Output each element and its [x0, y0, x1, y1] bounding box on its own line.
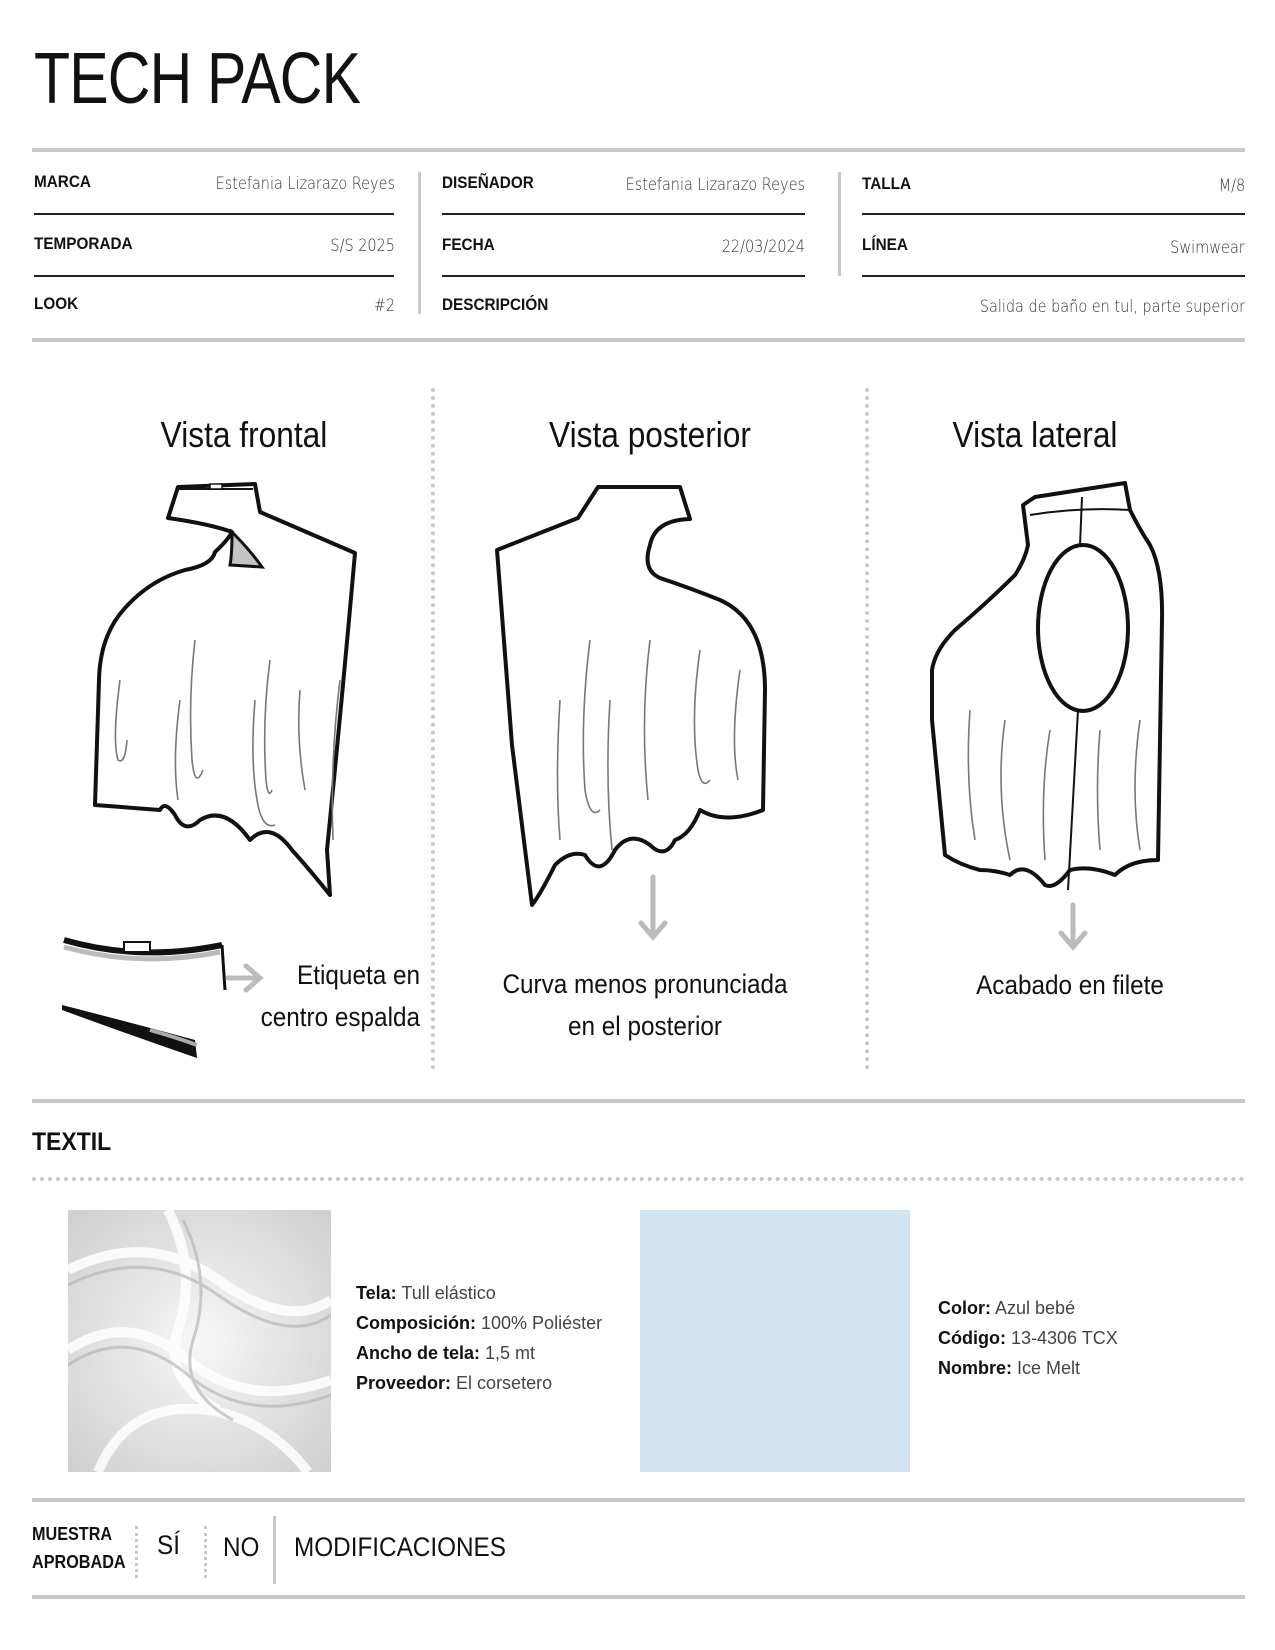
modificaciones-label: MODIFICACIONES: [294, 1532, 506, 1562]
fabric-composicion: Composición: 100% Poliéster: [356, 1313, 603, 1333]
color-specs: [938, 1293, 1118, 1383]
footer-bottom-rule: [32, 1595, 1245, 1599]
marca-value: Estefania Lizarazo Reyes: [215, 174, 395, 194]
temporada-label: TEMPORADA: [34, 234, 133, 253]
front-note-line2: centro espalda: [260, 1001, 420, 1032]
si-option[interactable]: SÍ: [157, 1530, 180, 1560]
divider: [135, 1526, 138, 1578]
back-view-title: Vista posterior: [549, 414, 751, 455]
disenador-value: Estefania Lizarazo Reyes: [625, 175, 805, 195]
talla-label: TALLA: [862, 174, 912, 193]
look-label: LOOK: [34, 294, 79, 313]
fabric-specs: [356, 1278, 602, 1398]
fabric-ancho: Ancho de tela: 1,5 mt: [356, 1343, 536, 1363]
page-title: TECH PACK: [34, 39, 361, 119]
front-view-title: Vista frontal: [160, 414, 328, 455]
marca-label: MARCA: [34, 172, 91, 191]
textil-top-rule: [32, 1099, 1245, 1103]
look-value: #2: [373, 296, 395, 316]
temporada-value: S/S 2025: [330, 236, 395, 256]
textil-title: TEXTIL: [32, 1128, 112, 1156]
fecha-label: FECHA: [442, 235, 495, 254]
no-option[interactable]: NO: [223, 1532, 260, 1562]
fabric-image: [68, 1210, 331, 1472]
back-note-line2: en el posterior: [567, 1010, 722, 1041]
talla-value: M/8: [1218, 176, 1245, 196]
textil-dotted-rule: [32, 1177, 1245, 1181]
color-swatch: [640, 1210, 910, 1472]
back-note-line1: Curva menos pronunciada: [502, 969, 788, 999]
descripcion-value: Salida de baño en tul, parte superior: [979, 297, 1245, 317]
divider: [273, 1516, 276, 1584]
linea-value: Swimwear: [1170, 238, 1245, 258]
disenador-label: DISEÑADOR: [442, 173, 534, 192]
color-code: Código: 13-4306 TCX: [938, 1328, 1118, 1348]
fabric-proveedor: Proveedor: El corsetero: [356, 1373, 553, 1393]
linea-label: LÍNEA: [862, 235, 908, 254]
footer-top-rule: [32, 1498, 1245, 1502]
front-note-line1: Etiqueta en: [297, 960, 420, 990]
side-note: Acabado en filete: [976, 970, 1164, 1000]
descripcion-label: DESCRIPCIÓN: [442, 295, 549, 314]
fecha-value: 22/03/2024: [721, 237, 805, 257]
muestra-aprobada-label: MUESTRA APROBADA: [32, 1524, 126, 1572]
color-name: Color: Azul bebé: [938, 1298, 1076, 1318]
fabric-tela: Tela: Tull elástico: [356, 1283, 496, 1303]
color-pantone-name: Nombre: Ice Melt: [938, 1358, 1081, 1378]
divider: [204, 1526, 207, 1578]
side-view-title: Vista lateral: [952, 414, 1118, 455]
